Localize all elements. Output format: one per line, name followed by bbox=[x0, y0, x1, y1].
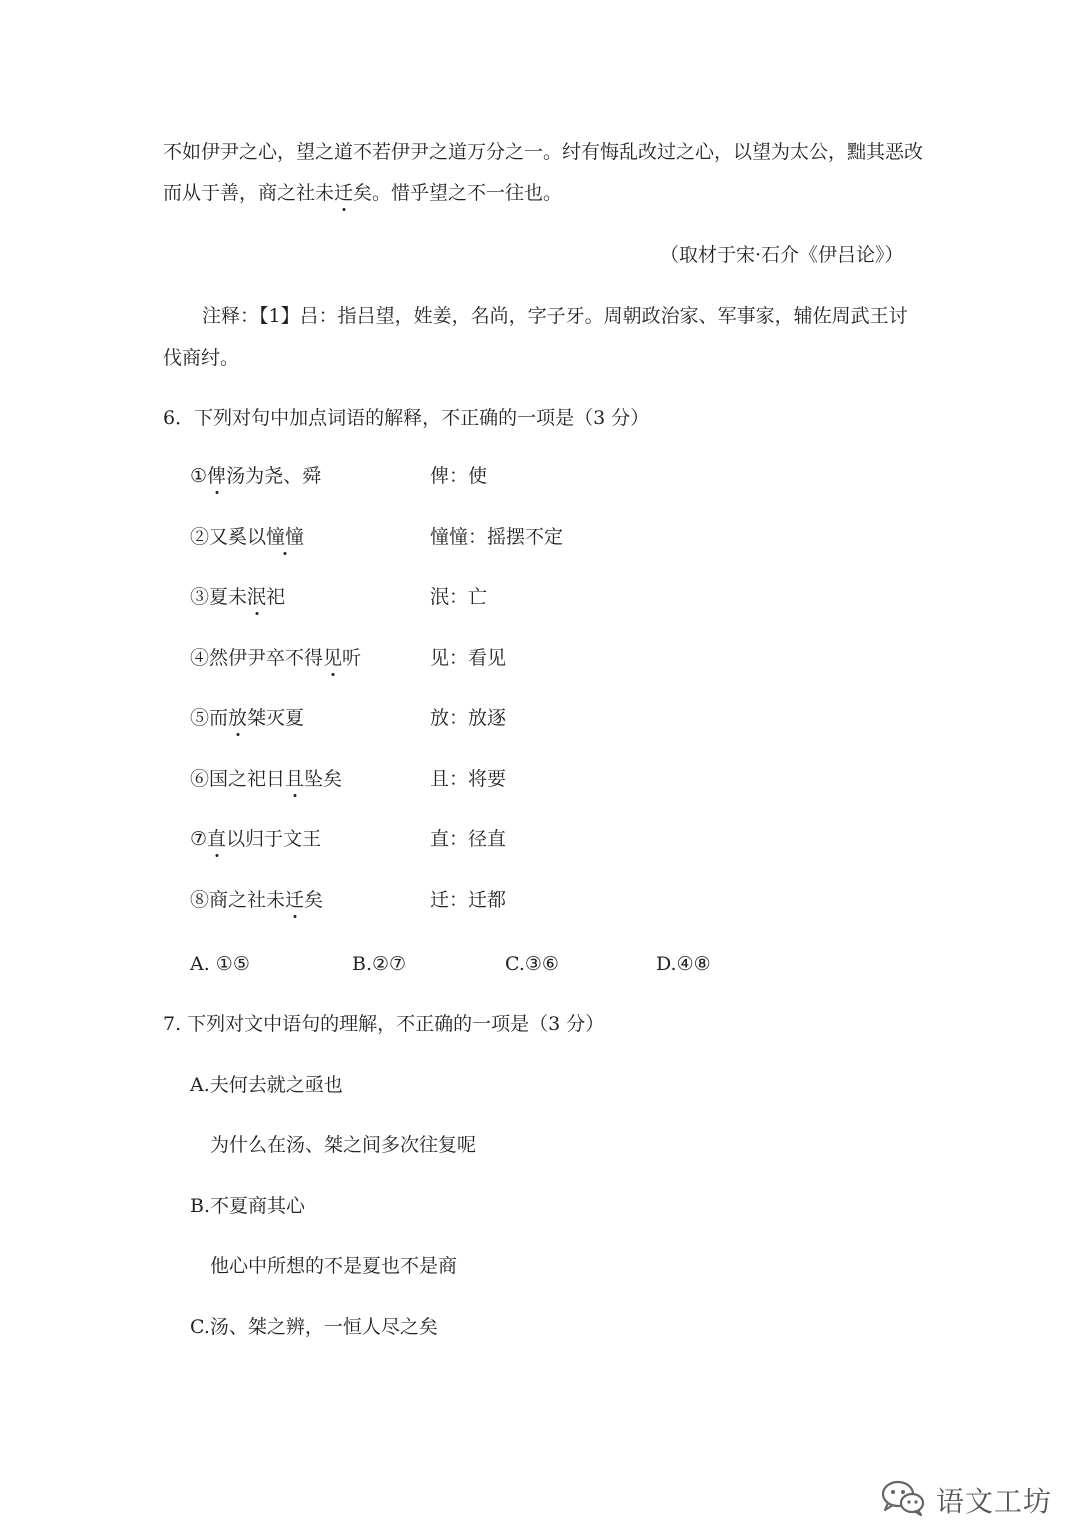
dotted-word: 泯 bbox=[247, 586, 267, 608]
q6-item-text: 桀灭夏 bbox=[247, 707, 305, 729]
option-d[interactable]: D.④⑧ bbox=[656, 953, 711, 975]
option-c[interactable]: C.③⑥ bbox=[505, 953, 559, 975]
option-c-sentence[interactable]: C.汤、桀之辨，一恒人尽之矣 bbox=[190, 1316, 438, 1338]
source-citation: （取材于宋·石介《伊吕论》） bbox=[660, 244, 904, 266]
passage-line: 不如伊尹之心，望之道不若伊尹之道万分之一。纣有悔乱改过之心，以望为太公，黜其恶改 bbox=[163, 141, 924, 163]
option-b-translation: 他心中所想的不是夏也不是商 bbox=[210, 1255, 458, 1277]
q6-item-row bbox=[190, 826, 890, 852]
option-b-sentence[interactable]: B.不夏商其心 bbox=[190, 1195, 306, 1217]
option-a[interactable]: A. ①⑤ bbox=[190, 953, 250, 975]
q6-item-text: 祀 bbox=[266, 586, 286, 608]
q6-item-definition: 迁：迁都 bbox=[430, 889, 507, 911]
q6-item-row bbox=[190, 584, 890, 610]
q6-item-text: ① bbox=[190, 465, 208, 487]
q6-item-definition: 放：放逐 bbox=[430, 707, 507, 729]
dotted-word: 迁 bbox=[285, 889, 305, 911]
q6-item-row bbox=[190, 705, 890, 731]
q6-item-definition: 直：径直 bbox=[430, 828, 507, 850]
passage-text: 矣。惜乎望之不一往也。 bbox=[353, 182, 563, 204]
passage-line bbox=[163, 180, 562, 206]
annotation-line: 注释：【1】吕：指吕望，姓姜，名尚，字子牙。周朝政治家、军事家，辅佐周武王讨 bbox=[202, 305, 908, 327]
q6-item-definition: 憧憧：摇摆不定 bbox=[430, 526, 564, 548]
q6-item-text: ⑥国之祀日 bbox=[190, 768, 286, 790]
dotted-word: 直 bbox=[207, 828, 227, 850]
q6-item-definition: 且：将要 bbox=[430, 768, 507, 790]
passage-text: 而从于善，商之社未 bbox=[163, 182, 335, 204]
annotation-line: 伐商纣。 bbox=[163, 347, 240, 369]
q6-item-row bbox=[190, 524, 890, 550]
q6-item-definition: 俾：使 bbox=[430, 465, 488, 487]
dotted-word: 见 bbox=[323, 647, 343, 669]
dotted-word: 迁 bbox=[334, 182, 354, 204]
q6-item-text: 听 bbox=[342, 647, 362, 669]
q6-item-row bbox=[190, 645, 890, 671]
question-stem: 7. 下列对文中语句的理解，不正确的一项是（3 分） bbox=[163, 1013, 605, 1035]
option-b[interactable]: B.②⑦ bbox=[352, 953, 407, 975]
question-stem: 6．下列对句中加点词语的解释，不正确的一项是（3 分） bbox=[163, 407, 650, 429]
q6-item-text: 汤为尧、舜 bbox=[226, 465, 322, 487]
watermark bbox=[880, 1478, 1052, 1522]
dotted-word: 且 bbox=[285, 768, 305, 790]
wechat-icon bbox=[880, 1479, 926, 1521]
q6-item-text: ④然伊尹卒不得 bbox=[190, 647, 324, 669]
dotted-word: 憧憧 bbox=[266, 526, 305, 548]
dotted-word: 俾 bbox=[207, 465, 227, 487]
q6-item-definition: 见：看见 bbox=[430, 647, 507, 669]
q6-item-row bbox=[190, 887, 890, 913]
q6-item-text: 以归于文王 bbox=[226, 828, 322, 850]
option-a-sentence[interactable]: A.夫何去就之亟也 bbox=[190, 1074, 343, 1096]
q6-item-text: 坠矣 bbox=[304, 768, 343, 790]
watermark-text: 语文工坊 bbox=[936, 1485, 1053, 1518]
q6-item-text: ⑧商之社未 bbox=[190, 889, 286, 911]
q6-item-text: ③夏未 bbox=[190, 586, 248, 608]
option-a-translation: 为什么在汤、桀之间多次往复呢 bbox=[210, 1134, 477, 1156]
q6-item-text: 矣 bbox=[304, 889, 324, 911]
q6-item-text: ⑤而 bbox=[190, 707, 229, 729]
q6-item-row bbox=[190, 463, 890, 489]
q6-item-text: ⑦ bbox=[190, 828, 208, 850]
q6-item-row bbox=[190, 766, 890, 792]
q6-item-text: ②又奚以 bbox=[190, 526, 267, 548]
q6-item-definition: 泯：亡 bbox=[430, 586, 488, 608]
dotted-word: 放 bbox=[228, 707, 248, 729]
